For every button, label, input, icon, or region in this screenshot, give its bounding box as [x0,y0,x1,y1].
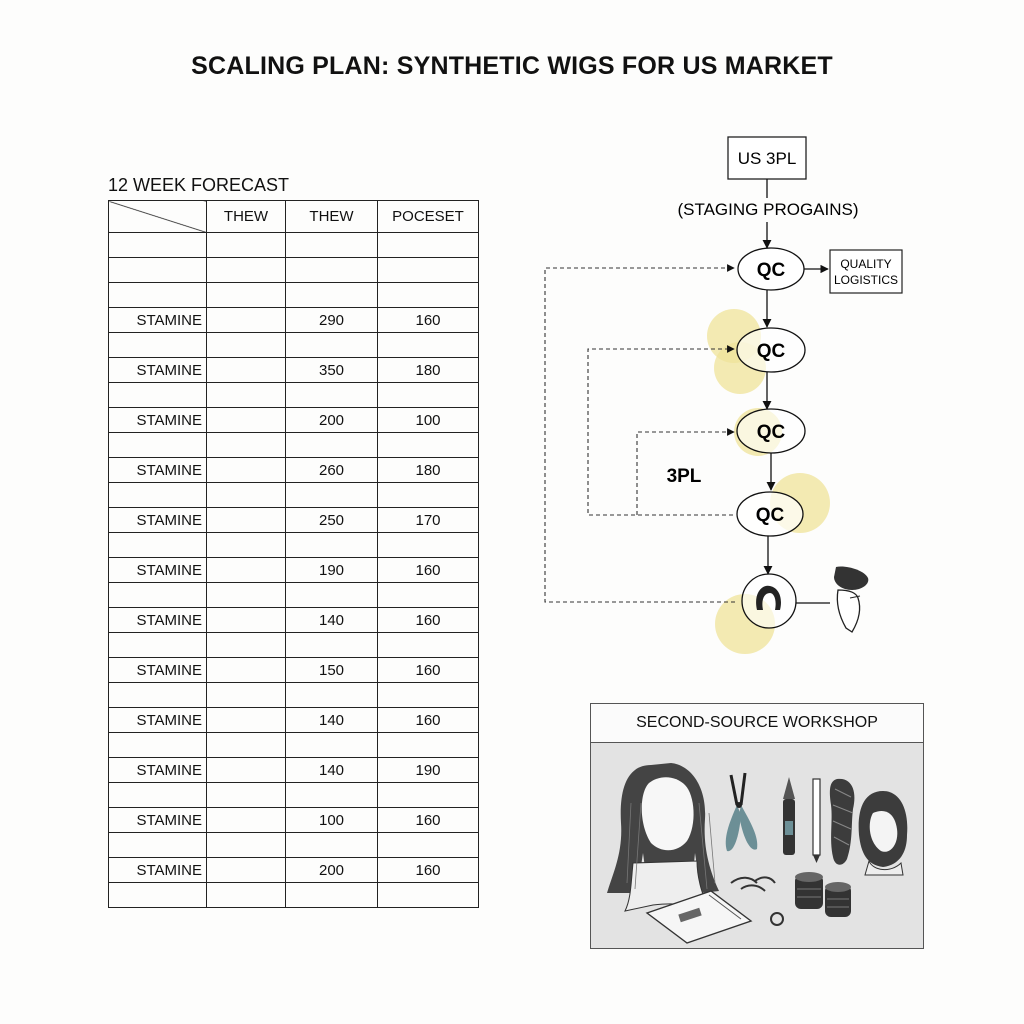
pencil-icon [813,779,820,863]
row-empty-cell [207,708,286,733]
pliers-icon [726,773,758,851]
forecast-label: 12 WEEK FORECAST [108,175,290,195]
row-empty-cell [207,883,286,908]
table-row [109,833,479,858]
quality-label: QUALITY [840,257,892,271]
second-source-workshop [590,703,924,949]
row-empty-cell [207,808,286,833]
row-value-b-cell: 160 [378,608,479,633]
qc-node-2-label: QC [756,341,786,362]
qc-node-4-label: QC [755,505,785,526]
row-value-a-cell [286,883,378,908]
table-row [109,883,479,908]
row-value-a-cell: 150 [286,658,378,683]
row-value-b-cell: 160 [378,858,479,883]
row-empty-cell [207,733,286,758]
us-3pl-label: US 3PL [737,149,797,168]
row-value-b-cell: 160 [378,808,479,833]
row-value-b-cell [378,883,479,908]
row-name-cell: STAMINE [109,358,207,383]
row-empty-cell [207,858,286,883]
header-cell: THEW [286,201,378,233]
row-value-a-cell [286,733,378,758]
row-name-cell: STAMINE [109,558,207,583]
row-name-cell [109,733,207,758]
row-value-a-cell: 260 [286,458,378,483]
row-value-b-cell [378,833,479,858]
side-3pl-label: 3PL [666,466,702,487]
row-name-cell: STAMINE [109,758,207,783]
braid-icon [830,779,855,865]
row-name-cell: STAMINE [109,658,207,683]
qc-node-1-label: QC [756,260,786,281]
row-name-cell: STAMINE [109,308,207,333]
mannequin-bust-icon [834,567,868,632]
row-value-b-cell: 100 [378,408,479,433]
table-row [109,758,479,783]
cutter-icon [783,777,795,855]
table-row [109,808,479,833]
table-row [109,708,479,733]
row-value-b-cell: 180 [378,358,479,383]
row-value-a-cell [286,783,378,808]
row-name-cell: STAMINE [109,458,207,483]
logistics-label: LOGISTICS [833,273,899,287]
row-name-cell: STAMINE [109,508,207,533]
table-row [109,733,479,758]
short-wig-icon [859,791,908,875]
tape-rolls-icon [795,872,851,917]
row-value-b-cell [378,733,479,758]
page-title: SCALING PLAN: SYNTHETIC WIGS FOR US MARKET [191,52,833,80]
row-value-b-cell: 160 [378,558,479,583]
row-name-cell [109,833,207,858]
row-name-cell: STAMINE [109,608,207,633]
row-value-a-cell: 200 [286,858,378,883]
row-name-cell: STAMINE [109,408,207,433]
row-value-a-cell: 350 [286,358,378,383]
row-name-cell: STAMINE [109,708,207,733]
feedback-loops [545,268,735,602]
table-row [109,783,479,808]
row-value-a-cell: 200 [286,408,378,433]
row-empty-cell [207,758,286,783]
row-name-cell: STAMINE [109,808,207,833]
row-name-cell [109,783,207,808]
row-value-a-cell [286,833,378,858]
row-name-cell [109,883,207,908]
row-value-a-cell: 140 [286,708,378,733]
table-row [109,858,479,883]
workshop-illustration [591,743,923,948]
row-value-b-cell [378,783,479,808]
row-value-b-cell: 160 [378,708,479,733]
row-empty-cell [207,783,286,808]
row-value-b-cell: 170 [378,508,479,533]
row-name-cell: STAMINE [109,858,207,883]
qc-node-3-label: QC [756,422,786,443]
header-cell: THEW [207,201,286,233]
row-value-a-cell: 190 [286,558,378,583]
row-value-a-cell: 100 [286,808,378,833]
row-value-b-cell: 160 [378,308,479,333]
header-cell: POCESET [378,201,479,233]
row-value-b-cell: 180 [378,458,479,483]
row-value-a-cell: 290 [286,308,378,333]
row-value-b-cell: 160 [378,658,479,683]
row-value-a-cell: 250 [286,508,378,533]
staging-label: (STAGING PROGAINS) [677,200,859,219]
row-empty-cell [207,833,286,858]
row-value-a-cell: 140 [286,758,378,783]
workshop-title: SECOND-SOURCE WORKSHOP [591,704,923,743]
long-wig-icon [607,763,719,911]
row-value-b-cell: 190 [378,758,479,783]
row-value-a-cell: 140 [286,608,378,633]
end-node [742,574,796,628]
